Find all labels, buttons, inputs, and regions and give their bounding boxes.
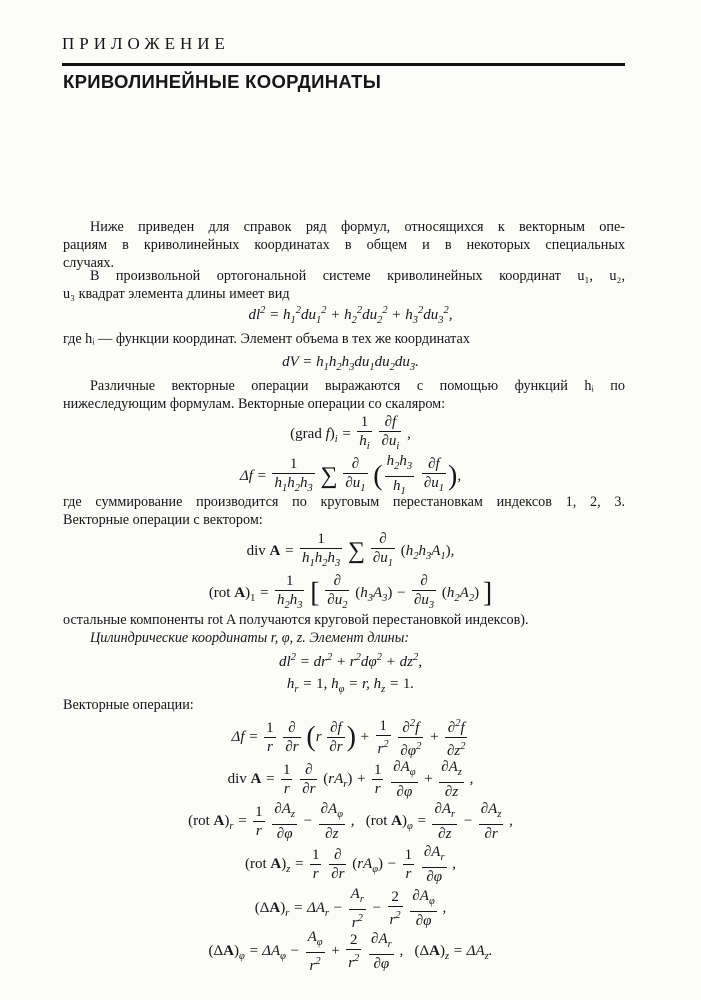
formula-volume-element: dV = $h_1h_2h_3du_1du_2du_3$. — [282, 354, 419, 373]
formula-cylindrical-laplacian: Δf = $\frac{1}{r}$ $\frac{\partial}{\partial r}$ (r $\frac{\partial f}{\partial r}$ ) + $\frac{1}{r^2}$ $\frac{\partial^2f}{\partial\varphi^2}$ + $\frac{\partial^2f}{\partial z^2}$ — [0, 715, 701, 760]
paragraph-line: Векторные операции с вектором: — [63, 512, 263, 528]
paragraph-line: рациям в криволинейных координатах в общем и в некоторых специальных — [63, 237, 625, 253]
formula-gradient: (grad $f)_i$ = $\frac{1}{h_i}$ $\frac{\partial f}{\partial u_i}$ , — [290, 414, 411, 452]
formula-divergence-general: div A = $\frac{1}{h_1h_2h_3}$ ∑ $\frac{\partial}{\partial u_1}$ $(h_2h_3A_1)$, — [246, 531, 455, 569]
paragraph-line: нижеследующим формулам. Векторные операции со скаляром: — [63, 396, 446, 412]
formula-curl-general: (rot $A)_1$ = $\frac{1}{h_2h_3}$ [ $\frac{\partial}{\partial u_2}$ $(h_3A_3)$ − $\frac{\partial}{\partial u_3}$ $(h_2A_2)$ ] — [208, 573, 493, 611]
formula-cylindrical-scale-factors: $h_r = 1$, $h_\varphi = r$, $h_z = 1$. — [286, 676, 415, 695]
paragraph-line: В произвольной ортогональной системе криволинейных координат u₁, u₂, — [90, 268, 625, 284]
formula-length-element: $dl^2 = h_1^2du_1^2 + h_2^2du_2^2 + h_3^2du_3^2$, — [248, 305, 453, 326]
paragraph-line: Ниже приведен для справок ряд формул, относящихся к векторным опе- — [90, 219, 625, 235]
paragraph-line: остальные компоненты rot A получаются круговой перестановкой индексов). — [63, 612, 529, 628]
section-label: ПРИЛОЖЕНИЕ — [62, 34, 230, 53]
paragraph-line: Различные векторные операции выражаются с помощью функций hᵢ по — [90, 378, 625, 394]
formula-cylindrical-curl-z: (rot $A)_z$ = $\frac{1}{r}$ $\frac{\partial}{\partial r}$ $(rA_\varphi)$ − $\frac{1}{r}$ $\frac{\partial A_r}{\partial\varphi}$ , — [244, 844, 457, 885]
paragraph-line: где суммирование производится по круговым перестановкам индексов 1, 2, 3. — [63, 494, 625, 510]
page-title: КРИВОЛИНЕЙНЫЕ КООРДИНАТЫ — [63, 71, 382, 92]
paragraph-line: Цилиндрические координаты r, φ, z. Элемент длины: — [90, 630, 410, 646]
paragraph-line: где hᵢ — функции координат. Элемент объема в тех же координатах — [63, 331, 470, 347]
formula-laplacian-general: Δf = $\frac{1}{h_1h_2h_3}$ ∑ $\frac{\partial}{\partial u_1}$ ( $\frac{h_2h_3}{h_1}$ $\frac{\partial f}{\partial u_1}$ ), — [239, 453, 462, 497]
paragraph-line: случаях. — [63, 255, 115, 271]
formula-cylindrical-length: $dl^2 = dr^2 + r^2d\varphi^2 + dz^2$, — [279, 652, 422, 670]
formula-cylindrical-divergence: div A = $\frac{1}{r}$ $\frac{\partial}{\partial r}$ $(rA_r)$ + $\frac{1}{r}$ $\frac{\partial A_\varphi}{\partial\varphi}$ + $\frac{\partial A_z}{\partial z}$ , — [227, 759, 474, 800]
formula-vector-laplacian-phi-z: $(\Delta A)_\varphi = \Delta A_\varphi$ − $\frac{A_\varphi}{r^2}$ + $\frac{2}{r^2}$ $\frac{\partial A_r}{\partial\varphi}$ , $(\Delta A)_z = \Delta A_z$. — [208, 929, 493, 974]
paragraph-line: Векторные операции: — [63, 697, 194, 713]
formula-vector-laplacian-r: $(\Delta A)_r = \Delta A_r$ − $\frac{A_r}{r^2}$ − $\frac{2}{r^2}$ $\frac{\partial A_\varphi}{\partial\varphi}$ , — [254, 886, 447, 931]
header-rule — [62, 63, 625, 66]
formula-cylindrical-curl-r-phi: (rot $A)_r$ = $\frac{1}{r}$ $\frac{\partial A_z}{\partial\varphi}$ − $\frac{\partial A_\varphi}{\partial z}$ , (rot $A)_\varphi$ = $\frac{\partial A_r}{\partial z}$ − $\frac{\partial A_z}{\partial r}$ , — [188, 801, 513, 842]
paragraph-line: u₃ квадрат элемента длины имеет вид — [63, 286, 290, 302]
